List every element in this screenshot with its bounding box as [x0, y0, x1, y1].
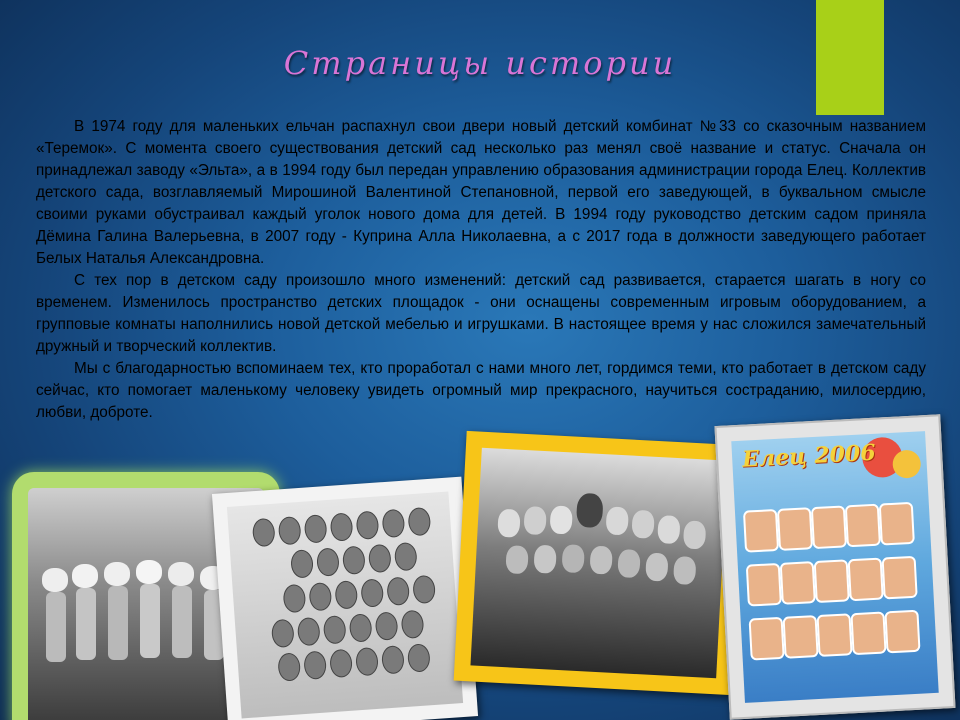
- photo-group-portraits: [212, 477, 478, 720]
- poster-logo-text: Елец 2006: [741, 439, 877, 473]
- history-text: [36, 116, 926, 424]
- paragraph-3: Мы с благодарностью вспоминаем тех, кто проработал с нами много лет, гордимся теми, кто работает в детском саду сейчас, кто помогает маленькому человеку увидеть огромный мир прекрасного, научиться состраданию, милосердию, любви, доброте.: [36, 360, 926, 421]
- photo-group-kids: [454, 431, 745, 695]
- photo-poster-2006-image: [731, 431, 938, 703]
- paragraph-2: С тех пор в детском саду произошло много изменений: детский сад развивается, старается шагать в ногу со временем. Изменилось пространство детских площадок - они оснащены современным игровым оборудованием, а групповые комнаты наполнились новой детской мебелью и игрушками. В настоящее время у нас сложился замечательный дружный и творческий коллектив.: [36, 272, 926, 355]
- photo-poster-2006: [714, 414, 955, 719]
- slide-title: Страницы истории: [283, 44, 677, 82]
- photo-group-kids-image: [470, 448, 727, 679]
- photo-group-portraits-image: [227, 492, 463, 719]
- paragraph-1: В 1974 году для маленьких ельчан распахнул свои двери новый детский комбинат №33 со сказочным названием «Теремок». С момента своего существования детский сад несколько раз менял своё название и статус. Сначала он принадлежал заводу «Эльта», а в 1994 году был передан управлению образования администрации города Елец. Коллектив детского сада, возглавляемый Мирошиной Валентиной Степановной, первой его заведующей, в буквальном смысле своими руками обустраивал каждый уголок нового дома для детей. В 1994 году руководство детским садом приняла Дёмина Галина Валерьевна, в 2007 году - Куприна Алла Николаевна, а с 2017 года в должности заведующего работает Белых Наталья Александровна.: [36, 118, 926, 267]
